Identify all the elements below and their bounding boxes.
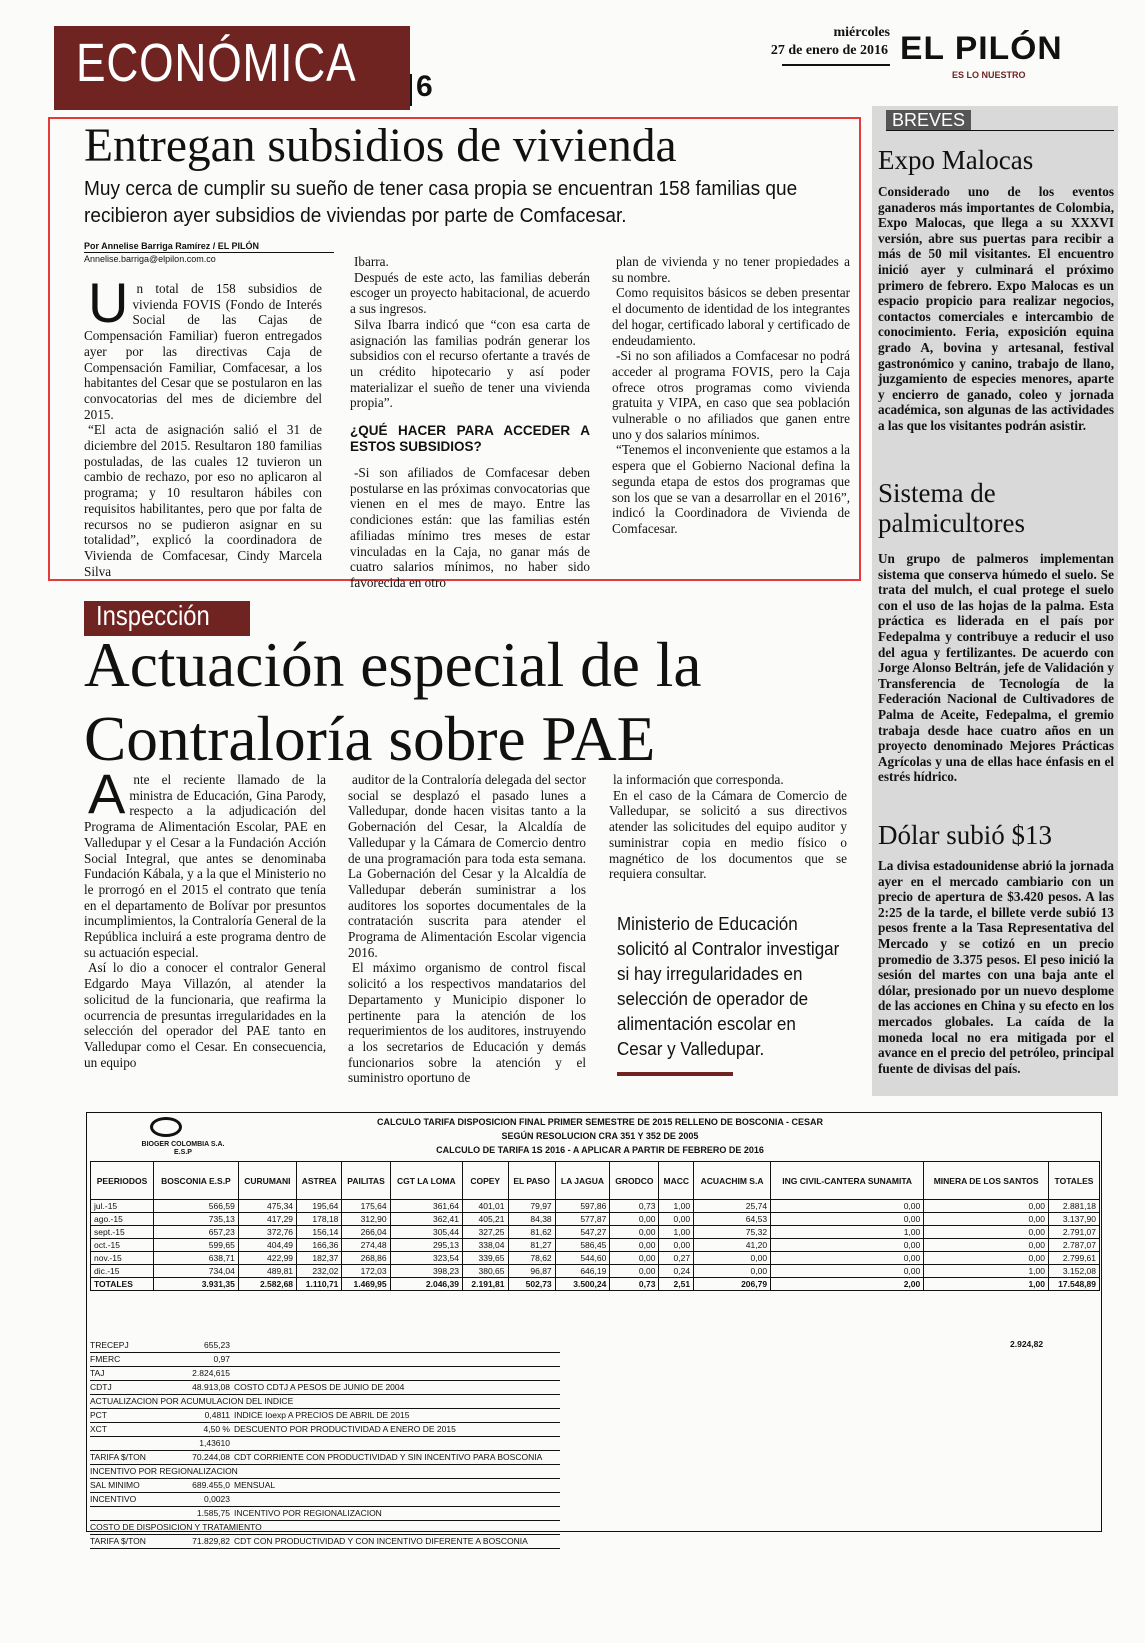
story-paragraph: [84, 271, 322, 422]
column-header: CGT LA LOMA: [390, 1162, 462, 1200]
calc-note: INCENTIVO POR REGIONALIZACION: [234, 1508, 382, 1518]
calc-label: SAL MINIMO: [90, 1480, 140, 1490]
calc-row: [90, 1493, 560, 1507]
table-cell: 1,00: [659, 1200, 694, 1213]
paragraph-text: nte el reciente llamado de la ministra de Educación, Gina Parody, respecto a la adjudicación del Programa de Alimentación Escolar, PAE en Valledupar y el Cesar a la Fundación Acción Social Integral, que antes se denominaba Fundación Kábala, y a la que el Ministerio no le prorrogó en el 2015 el contrato que tenía en el departamento de Bolívar por presuntos incumplimientos, la Contraloría General de la República incluirá a este programa dentro de su actuación especial.: [84, 772, 326, 960]
table-cell: 0,27: [659, 1252, 694, 1265]
company-logo-text: BIOGER COLOMBIA S.A. E.S.P: [141, 1141, 225, 1156]
calc-label: ACTUALIZACION POR ACUMULACION DEL INDICE: [90, 1396, 294, 1406]
story-deck: Muy cerca de cumplir su sueño de tener casa propia se encuentran 158 familias que recibieron ayer subsidios de viviendas por parte de Comfacesar.: [84, 177, 798, 227]
column-header: MINERA DE LOS SANTOS: [924, 1162, 1049, 1200]
table-row: [91, 1200, 1100, 1213]
calc-label: TRECEPJ: [90, 1340, 129, 1350]
calc-row: [90, 1409, 560, 1423]
story-paragraph: Así lo dio a conocer el contralor General Edgardo Maya Villazón, al atender la solicitud de la funcionaria, que reafirma la ocurrencia de presuntas irregularidades en la selección del operador del PAE tanto en Valledupar como el Cesar. En consecuencia, un equipo: [84, 960, 326, 1070]
calc-note: COSTO CDTJ A PESOS DE JUNIO DE 2004: [234, 1382, 405, 1392]
table-cell: 417,29: [238, 1213, 296, 1226]
table-cell: 323,54: [390, 1252, 462, 1265]
column-header: CURUMANI: [238, 1162, 296, 1200]
story-headline: Entregan subsidios de vivienda: [84, 119, 677, 172]
table-cell: 3.137,90: [1048, 1213, 1099, 1226]
calc-label: COSTO DE DISPOSICION Y TRATAMIENTO: [90, 1522, 262, 1532]
table-cell: 657,23: [154, 1226, 239, 1239]
table-cell: 81,27: [508, 1239, 555, 1252]
brief-body: Un grupo de palmeros implementan sistema que conserva húmedo el suelo. Se trata del mulch, el cual protege el suelo con el uso de las hojas de la palma. Esta práctica es liderada en el país por Fedepalma y contribuye a reducir el uso del agua y fertilizantes. De acuerdo con Jorge Alonso Beltrán, jefe de Validación y Transferencia de Tecnología de la Federación Nacional de Cultivadores de Palma de Aceite, Fedepalma, el gremio trabaja desde hace cuatro años en un proyecto denominado Mejores Prácticas Agrícolas y una de ellas hace énfasis en el estrés hídrico.: [878, 551, 1114, 785]
table-cell: TOTALES: [91, 1278, 154, 1291]
calc-note: INDICE Ioexp A PRECIOS DE ABRIL DE 2015: [234, 1410, 410, 1420]
page-number: 6: [416, 70, 433, 103]
story2-column-2: [348, 772, 586, 1086]
table-cell: 646,19: [555, 1265, 610, 1278]
table-cell: 0,00: [610, 1252, 659, 1265]
table-cell: 502,73: [508, 1278, 555, 1291]
table-cell: 0,00: [694, 1265, 771, 1278]
paragraph-text: n total de 158 subsidios de vivienda FOVIS (Fondo de Interés Social de las Cajas de Compensación Familiar) fueron entregados ayer por las directivas Caja de Compensación Familiar, Comfacesar, a los habitantes del Cesar que se postularon en las convocatorias del mes de diciembre del 2015.: [84, 281, 322, 422]
brief-title: Dólar subió $13: [878, 820, 1052, 850]
drop-cap: U: [88, 271, 129, 334]
table-row: [91, 1278, 1100, 1291]
calc-note: DESCUENTO POR PRODUCTIVIDAD A ENERO DE 2015: [234, 1424, 456, 1434]
table-cell: dic.-15: [91, 1265, 154, 1278]
table-cell: 547,27: [555, 1226, 610, 1239]
table-cell: sept.-15: [91, 1226, 154, 1239]
calc-label: INCENTIVO: [90, 1494, 137, 1504]
story-kicker: Inspección: [96, 600, 210, 631]
table-cell: 305,44: [390, 1226, 462, 1239]
story-email: Annelise.barriga@elpilon.com.co: [84, 254, 216, 264]
table-cell: 475,34: [238, 1200, 296, 1213]
story-paragraph: -Si no son afiliados a Comfacesar no podrá acceder al programa FOVIS, pero la Caja ofrece otros programas como vivienda gratuita y VIPA, en caso que sea población vulnerable o no afiliados que ganen entre uno y dos salarios mínimos.: [612, 348, 850, 442]
table-cell: 3.500,24: [555, 1278, 610, 1291]
table-cell: 0,00: [924, 1252, 1049, 1265]
calc-value: 1,43610: [199, 1438, 230, 1448]
table-cell: 489,81: [238, 1265, 296, 1278]
table-cell: 372,76: [238, 1226, 296, 1239]
story-paragraph: “El acta de asignación salió el 31 de diciembre del 2015. Resultaron 180 familias postuladas, de las cuales 12 tuvieron un cambio de rechazo, por eso no aplicaron al programa; y 10 resultaron hábiles con requisitos habilitantes, pero que por falta de recursos no se pudieron asignar en su totalidad”, explicó la coordinadora de Vivienda de Comfacesar, Cindy Marcela Silva: [84, 422, 322, 579]
table-cell: ago.-15: [91, 1213, 154, 1226]
table-cell: 274,48: [342, 1239, 390, 1252]
column-header: MACC: [659, 1162, 694, 1200]
table-row: [91, 1265, 1100, 1278]
header-day: miércoles: [833, 25, 890, 40]
table-cell: 398,23: [390, 1265, 462, 1278]
table-cell: oct.-15: [91, 1239, 154, 1252]
story-column-2: [350, 254, 590, 591]
breves-tag: BREVES: [886, 110, 971, 131]
table-cell: 0,00: [659, 1239, 694, 1252]
table-cell: 1.469,95: [342, 1278, 390, 1291]
table-cell: 206,79: [694, 1278, 771, 1291]
table-cell: 81,62: [508, 1226, 555, 1239]
column-header: ASTREA: [297, 1162, 342, 1200]
calc-row: [90, 1465, 560, 1479]
table-cell: 266,04: [342, 1226, 390, 1239]
table-cell: 597,86: [555, 1200, 610, 1213]
table-cell: 178,18: [297, 1213, 342, 1226]
table-cell: 2,00: [771, 1278, 924, 1291]
table-cell: 166,36: [297, 1239, 342, 1252]
table-cell: 544,60: [555, 1252, 610, 1265]
calc-right-value: 2.924,82: [1010, 1339, 1044, 1349]
table-cell: 0,24: [659, 1265, 694, 1278]
breves-rule: [886, 130, 1114, 131]
table-cell: 638,71: [154, 1252, 239, 1265]
table-cell: 75,32: [694, 1226, 771, 1239]
table-cell: 0,73: [610, 1278, 659, 1291]
table-cell: 404,49: [238, 1239, 296, 1252]
story-paragraph: Ibarra.: [354, 254, 389, 269]
table-cell: 172,03: [342, 1265, 390, 1278]
calc-note: MENSUAL: [234, 1480, 276, 1490]
story-paragraph: auditor de la Contraloría delegada del sector social se desplazó el pasado lunes a Valledupar, donde hacen visitas tanto a la Gobernación del Cesar, la Alcaldía de Valledupar y la Cámara de Comercio dentro de una programación para toda esta semana. La Gobernación del Cesar y la Alcaldía de Valledupar deberán suministrar a los auditores los soportes documentales de la contratación suscrita para atender el Programa de Alimentación Escolar vigencia 2016.: [348, 772, 586, 960]
calc-value: 4,50 %: [203, 1424, 230, 1434]
table-cell: 401,01: [462, 1200, 508, 1213]
column-header: COPEY: [462, 1162, 508, 1200]
story-paragraph: Silva Ibarra indicó que “con esa carta de asignación las familias podrán generar los subsidios con el recurso ofertante a través de un crédito hipotecario y así poder materializar el sueño de tener una vivienda propia”.: [350, 316, 590, 411]
calc-value: 0,4811: [204, 1410, 230, 1420]
story-paragraph: plan de vivienda y no tener propiedades a su nombre.: [612, 254, 850, 285]
column-header: LA JAGUA: [555, 1162, 610, 1200]
table-cell: 362,41: [390, 1213, 462, 1226]
calc-value: 0,97: [213, 1354, 230, 1364]
story-paragraph: la información que corresponda.: [613, 772, 784, 787]
column-header: PEERIODOS: [91, 1162, 154, 1200]
table-cell: 339,65: [462, 1252, 508, 1265]
column-header: GRODCO: [610, 1162, 659, 1200]
table-cell: 1,00: [771, 1226, 924, 1239]
table-cell: 0,73: [610, 1200, 659, 1213]
pull-quote-rule: [617, 1072, 733, 1076]
story-byline: Por Annelise Barriga Ramírez / EL PILÓN: [84, 241, 260, 251]
table-cell: 1.110,71: [297, 1278, 342, 1291]
calc-label: INCENTIVO POR REGIONALIZACION: [90, 1466, 238, 1476]
calc-value: 71.829,82: [192, 1536, 230, 1546]
header-date: 27 de enero de 2016: [770, 43, 888, 58]
table-cell: 338,04: [462, 1239, 508, 1252]
table-cell: 380,65: [462, 1265, 508, 1278]
table-cell: 2,51: [659, 1278, 694, 1291]
table-cell: 2.582,68: [238, 1278, 296, 1291]
calc-label: PCT: [90, 1410, 107, 1420]
table-header-row: [91, 1162, 1100, 1200]
page-number-rule: [410, 74, 412, 106]
table-cell: 405,21: [462, 1213, 508, 1226]
table-cell: 2.881,18: [1048, 1200, 1099, 1213]
calc-value: 1.585,75: [196, 1508, 230, 1518]
table-cell: 1,00: [659, 1226, 694, 1239]
table-cell: 3.931,35: [154, 1278, 239, 1291]
table-cell: 17.548,89: [1048, 1278, 1099, 1291]
table-cell: 0,00: [771, 1213, 924, 1226]
table-cell: 0,00: [924, 1239, 1049, 1252]
table-cell: 586,45: [555, 1239, 610, 1252]
calc-value: 2.824,615: [192, 1368, 230, 1378]
table-cell: 0,00: [610, 1226, 659, 1239]
table-row: [91, 1239, 1100, 1252]
story-paragraph: En el caso de la Cámara de Comercio de Valledupar, se solicitó a sus directivos atender las solicitudes del equipo auditor y suministrar copia en medio físico o magnético de los documentos que se requiera consultar.: [609, 787, 847, 882]
table-cell: 96,87: [508, 1265, 555, 1278]
table-cell: 0,00: [771, 1265, 924, 1278]
table-cell: 0,00: [659, 1213, 694, 1226]
calc-row: [90, 1339, 560, 1353]
byline-rule: [84, 252, 334, 253]
table-cell: 1,00: [924, 1278, 1049, 1291]
table-cell: 3.152,08: [1048, 1265, 1099, 1278]
story-paragraph: “Tenemos el inconveniente que estamos a la espera que el Gobierno Nacional defina la segunda etapa de estos dos programas que son los que se van a desarrollar en el 2016”, indicó la Coordinadora de Vivienda de Comfacesar.: [612, 442, 850, 536]
table-cell: 0,00: [771, 1239, 924, 1252]
calc-row: [90, 1535, 560, 1549]
table-subtitle: CALCULO DE TARIFA 1S 2016 - A APLICAR A PARTIR DE FEBRERO DE 2016: [436, 1145, 764, 1155]
story-paragraph: Después de este acto, las familias deberán escoger un proyecto habitacional, de acuerdo a sus ingresos.: [350, 269, 590, 317]
brief-body: La divisa estadounidense abrió la jornada ayer en el mercado cambiario con un precio de apertura de $3.420 pesos. A las 2:25 de la tarde, el billete verde subió 13 pesos frente a la Tasa Representativa del Mercado y se cotizó en un precio promedio de 3.375 pesos. El peso inició la sesión del martes con una baja ante el dólar, presionado por un nuevo desplome de las acciones en China y su efecto en los mercados globales. La caída de la moneda local no era mitigada por el avance en el precio del petróleo, principal fuente de divisas del país.: [878, 858, 1114, 1076]
story-subhead: ¿QUÉ HACER PARA ACCEDER A ESTOS SUBSIDIOS?: [350, 423, 590, 455]
table-cell: 268,86: [342, 1252, 390, 1265]
section-title: ECONÓMICA: [76, 33, 357, 93]
calc-note: CDT CORRIENTE CON PRODUCTIVIDAD Y SIN INCENTIVO PARA BOSCONIA: [234, 1452, 543, 1462]
calc-row: [90, 1381, 560, 1395]
column-header: BOSCONIA E.S.P: [154, 1162, 239, 1200]
pull-quote: Ministerio de Educación solicitó al Contralor investigar si hay irregularidades en selección de operador de alimentación escolar en Cesar y Valledupar.: [617, 913, 840, 1059]
calc-value: 655,23: [204, 1340, 230, 1350]
column-header: ACUACHIM S.A: [694, 1162, 771, 1200]
table-cell: 156,14: [297, 1226, 342, 1239]
table-subtitle: SEGÚN RESOLUCION CRA 351 Y 352 DE 2005: [501, 1131, 699, 1141]
calc-label: XCT: [90, 1424, 107, 1434]
brief-body: Considerado uno de los eventos ganaderos más importantes de Colombia, Expo Malocas, que llega a su XXXVI versión, abre sus puertas para recibir a más de 50 mil visitantes. El encuentro inició ayer y culminará el próximo primero de febrero. Expo Malocas es un espacio propicio para realizar negocios, contactos comerciales e intercambio de conocimiento. Feria, exposición equina grado A, bovina y artesanal, festival gastronómico y canino, trabajo de llano, juzgamiento de especies menores, aparte y encierro de ganado, coleo y jornada académica, son algunas de las actividades a las que los visitantes podrán asistir.: [878, 184, 1114, 433]
table-row: [91, 1226, 1100, 1239]
table-cell: 422,99: [238, 1252, 296, 1265]
table-cell: 0,00: [610, 1213, 659, 1226]
logo-tagline: ES LO NUESTRO: [952, 70, 1026, 80]
column-header: TOTALES: [1048, 1162, 1099, 1200]
table-cell: 577,87: [555, 1213, 610, 1226]
table-cell: 599,65: [154, 1239, 239, 1252]
table-cell: 84,38: [508, 1213, 555, 1226]
table-cell: 0,00: [924, 1226, 1049, 1239]
table-cell: 566,59: [154, 1200, 239, 1213]
header-rule: [782, 64, 890, 66]
tariff-table: [90, 1161, 1100, 1291]
calc-value: 0,0023: [204, 1494, 230, 1504]
calc-row: [90, 1521, 560, 1535]
column-header: EL PASO: [508, 1162, 555, 1200]
calc-row: [90, 1451, 560, 1465]
table-cell: 2.799,61: [1048, 1252, 1099, 1265]
calc-note: CDT CON PRODUCTIVIDAD Y CON INCENTIVO DIFERENTE A BOSCONIA: [234, 1536, 528, 1546]
story2-column-3: [609, 772, 847, 882]
table-cell: 79,97: [508, 1200, 555, 1213]
table-body: [91, 1200, 1100, 1291]
story-paragraph: [84, 762, 326, 960]
table-cell: 2.046,39: [390, 1278, 462, 1291]
calc-value: 48.913,08: [192, 1382, 230, 1392]
table-cell: 2.791,07: [1048, 1226, 1099, 1239]
calc-row: [90, 1479, 560, 1493]
table-cell: 1,00: [924, 1265, 1049, 1278]
table-cell: 735,13: [154, 1213, 239, 1226]
story-column-3: [612, 254, 850, 537]
newspaper-logo: EL PILÓN: [900, 30, 1063, 66]
table-row: [91, 1213, 1100, 1226]
calc-value: 70.244,08: [192, 1452, 230, 1462]
brief-title: Expo Malocas: [878, 145, 1034, 175]
table-title: CALCULO TARIFA DISPOSICION FINAL PRIMER SEMESTRE DE 2015 RELLENO DE BOSCONIA - CESAR: [376, 1117, 824, 1127]
calc-label: TAJ: [90, 1368, 105, 1378]
table-cell: 361,64: [390, 1200, 462, 1213]
story-paragraph: El máximo organismo de control fiscal solicitó a los respectivos mandatarios del Departamento y Municipio disponer lo pertinente para la atención de los requerimientos de los auditores, instruyendo a los secretarios de Educación y demás funcionarios sobre la atención y el suministro oportuno de: [348, 960, 586, 1086]
calc-row: [90, 1437, 560, 1451]
table-cell: 0,00: [771, 1252, 924, 1265]
table-cell: 295,13: [390, 1239, 462, 1252]
story2-headline: Actuación especial de la Contraloría sobre PAE: [84, 629, 702, 774]
table-cell: 195,64: [297, 1200, 342, 1213]
table-row: [91, 1252, 1100, 1265]
table-cell: 0,00: [924, 1200, 1049, 1213]
table-cell: 78,62: [508, 1252, 555, 1265]
table-cell: 182,37: [297, 1252, 342, 1265]
table-cell: nov.-15: [91, 1252, 154, 1265]
column-header: ING CIVIL-CANTERA SUNAMITA: [771, 1162, 924, 1200]
calc-label: TARIFA $/TON: [90, 1452, 146, 1462]
table-cell: 0,00: [771, 1200, 924, 1213]
calc-row: [90, 1423, 560, 1437]
brief-title: Sistema de palmicultores: [878, 478, 1025, 538]
table-cell: 64,53: [694, 1213, 771, 1226]
table-cell: 25,74: [694, 1200, 771, 1213]
calc-row: [90, 1353, 560, 1367]
calc-row: [90, 1395, 560, 1409]
table-cell: 0,00: [924, 1213, 1049, 1226]
table-cell: 0,00: [610, 1265, 659, 1278]
calc-row: [90, 1367, 560, 1381]
calc-label: FMERC: [90, 1354, 121, 1364]
table-cell: 175,64: [342, 1200, 390, 1213]
company-logo-icon: [150, 1117, 182, 1137]
story-column-1: [84, 271, 322, 579]
table-cell: 0,00: [610, 1239, 659, 1252]
table-cell: jul.-15: [91, 1200, 154, 1213]
calc-label: TARIFA $/TON: [90, 1536, 146, 1546]
table-cell: 2.787,07: [1048, 1239, 1099, 1252]
table-cell: 312,90: [342, 1213, 390, 1226]
table-cell: 41,20: [694, 1239, 771, 1252]
calc-label: CDTJ: [90, 1382, 112, 1392]
column-header: PAILITAS: [342, 1162, 390, 1200]
calc-value: 689.455,0: [192, 1480, 230, 1490]
table-cell: 232,02: [297, 1265, 342, 1278]
table-cell: 734,04: [154, 1265, 239, 1278]
story-paragraph: -Si son afiliados de Comfacesar deben postularse en las próximas convocatorias que vienen en el mes de mayo. Entre las condiciones están: que las familias estén afiliadas mínimo tres meses de estar vinculadas en la Caja, no ganar más de cuatro salarios mínimos, no haber sido favorecida en otro: [350, 465, 590, 590]
table-cell: 327,25: [462, 1226, 508, 1239]
table-cell: 0,00: [694, 1252, 771, 1265]
calc-row: [90, 1507, 560, 1521]
story-paragraph: Como requisitos básicos se deben presentar el documento de identidad de los integrantes del hogar, certificado laboral y certificado de endeudamiento.: [612, 285, 850, 348]
story2-column-1: [84, 762, 326, 1070]
table-cell: 2.191,81: [462, 1278, 508, 1291]
drop-cap: A: [88, 762, 126, 825]
